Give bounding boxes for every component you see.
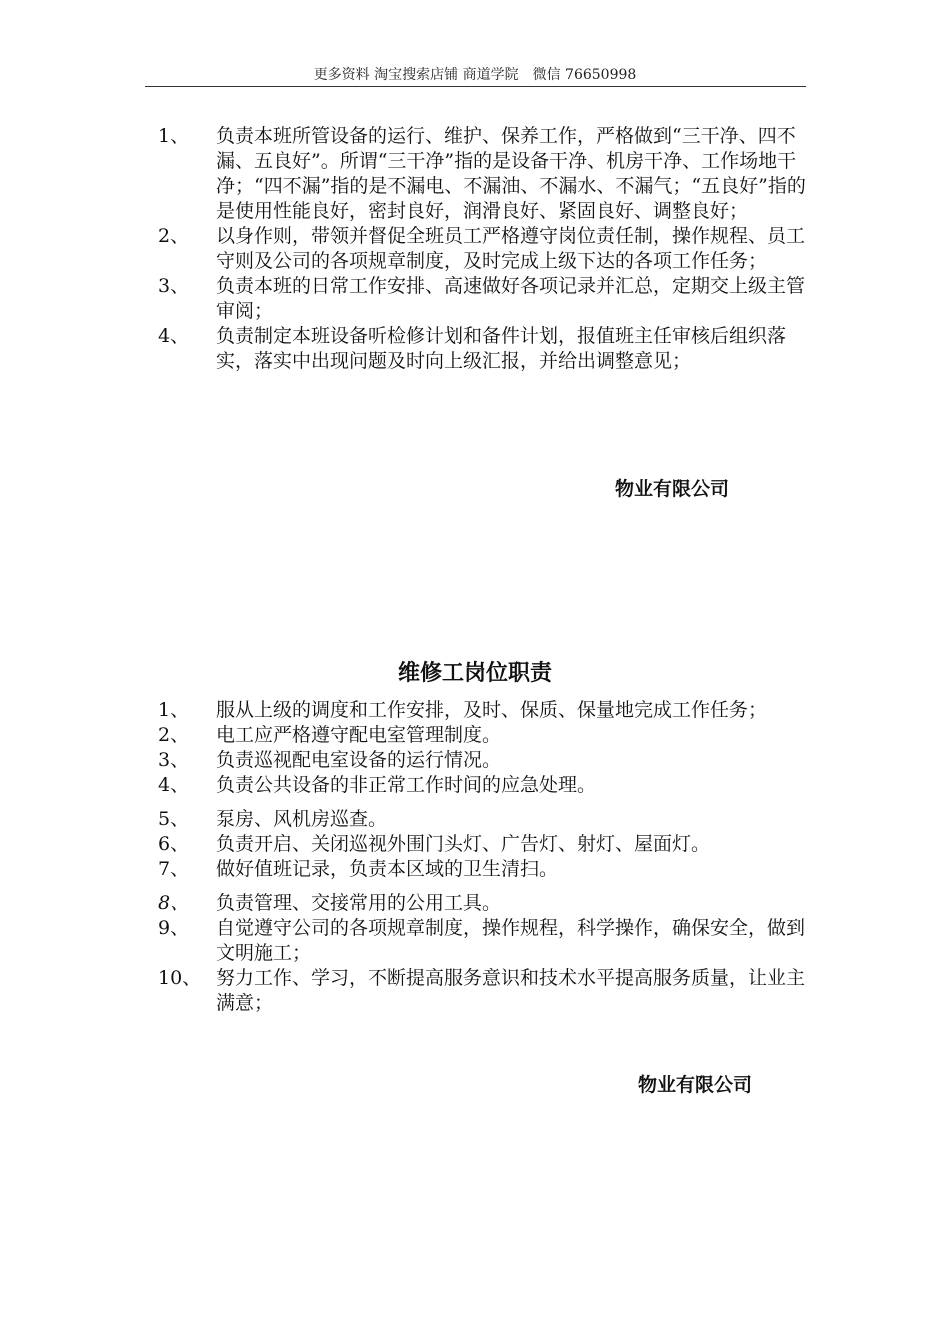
item-number: 1、 [158, 699, 190, 721]
item-text: 负责制定本班设备听检修计划和备件计划，报值班主任审核后组织落实，落实中出现问题及时向上级汇报，并给出调整意见； [216, 325, 787, 372]
item-number: 5、 [158, 808, 190, 830]
item-text: 做好值班记录，负责本区域的卫生清扫。 [216, 858, 559, 880]
item-text: 电工应严格遵守配电室管理制度。 [216, 724, 502, 746]
item-text: 自觉遵守公司的各项规章制度，操作规程，科学操作，确保安全，做到文明施工； [216, 917, 806, 964]
list-item [158, 857, 818, 882]
page-header: 更多资料 淘宝搜索店铺 商道学院 微信 76650998 [313, 67, 637, 83]
list-item [158, 274, 818, 324]
list-item [158, 773, 818, 798]
item-text: 负责巡视配电室设备的运行情况。 [216, 749, 502, 771]
list-item [158, 698, 818, 723]
list-item [158, 807, 818, 832]
item-number: 10、 [158, 967, 202, 989]
list-item [158, 966, 818, 1016]
item-text: 负责公共设备的非正常工作时间的应急处理。 [216, 774, 597, 796]
list-item [158, 916, 818, 966]
item-number: 2、 [158, 724, 190, 746]
item-number: 9、 [158, 917, 190, 939]
company-signature: 物业有限公司 [638, 1074, 753, 1096]
item-text: 负责本班的日常工作安排、高速做好各项记录并汇总，定期交上级主管审阅； [216, 275, 806, 322]
list-item [158, 324, 818, 374]
item-number: 3、 [158, 749, 190, 771]
item-number: 4、 [158, 774, 190, 796]
list-item [158, 832, 818, 857]
item-text: 服从上级的调度和工作安排，及时、保质、保量地完成工作任务； [216, 699, 768, 721]
item-text: 负责管理、交接常用的公用工具。 [216, 892, 502, 914]
list-item [158, 723, 818, 748]
item-number: 1、 [158, 125, 190, 147]
item-number: 2、 [158, 225, 190, 247]
company-signature: 物业有限公司 [615, 478, 730, 500]
item-text: 负责开启、关闭巡视外围门头灯、广告灯、射灯、屋面灯。 [216, 833, 711, 855]
list-item [158, 224, 818, 274]
duty-list-1 [158, 124, 818, 374]
item-number: 8、 [158, 892, 190, 914]
list-item [158, 124, 818, 224]
item-number: 4、 [158, 325, 190, 347]
item-text: 努力工作、学习，不断提高服务意识和技术水平提高服务质量，让业主满意； [216, 967, 806, 1014]
section-title: 维修工岗位职责 [397, 661, 552, 686]
item-text: 以身作则，带领并督促全班员工严格遵守岗位责任制，操作规程、员工守则及公司的各项规章制度，及时完成上级下达的各项工作任务； [216, 225, 806, 272]
item-number: 7、 [158, 858, 190, 880]
item-text: 泵房、风机房巡查。 [216, 808, 388, 830]
item-text: 负责本班所管设备的运行、维护、保养工作，严格做到“三干净、四不漏、五良好”。所谓“三干净”指的是设备干净、机房干净、工作场地干净；“四不漏”指的是不漏电、不漏油、不漏水、不漏气；“五良好”指的是使用性能良好，密封良好，润滑良好、紧固良好、调整良好； [216, 125, 806, 222]
list-item [158, 748, 818, 773]
header-rule [145, 86, 806, 87]
item-number: 3、 [158, 275, 190, 297]
item-number: 6、 [158, 833, 190, 855]
list-item [158, 891, 818, 916]
duty-list-2 [158, 698, 818, 1016]
